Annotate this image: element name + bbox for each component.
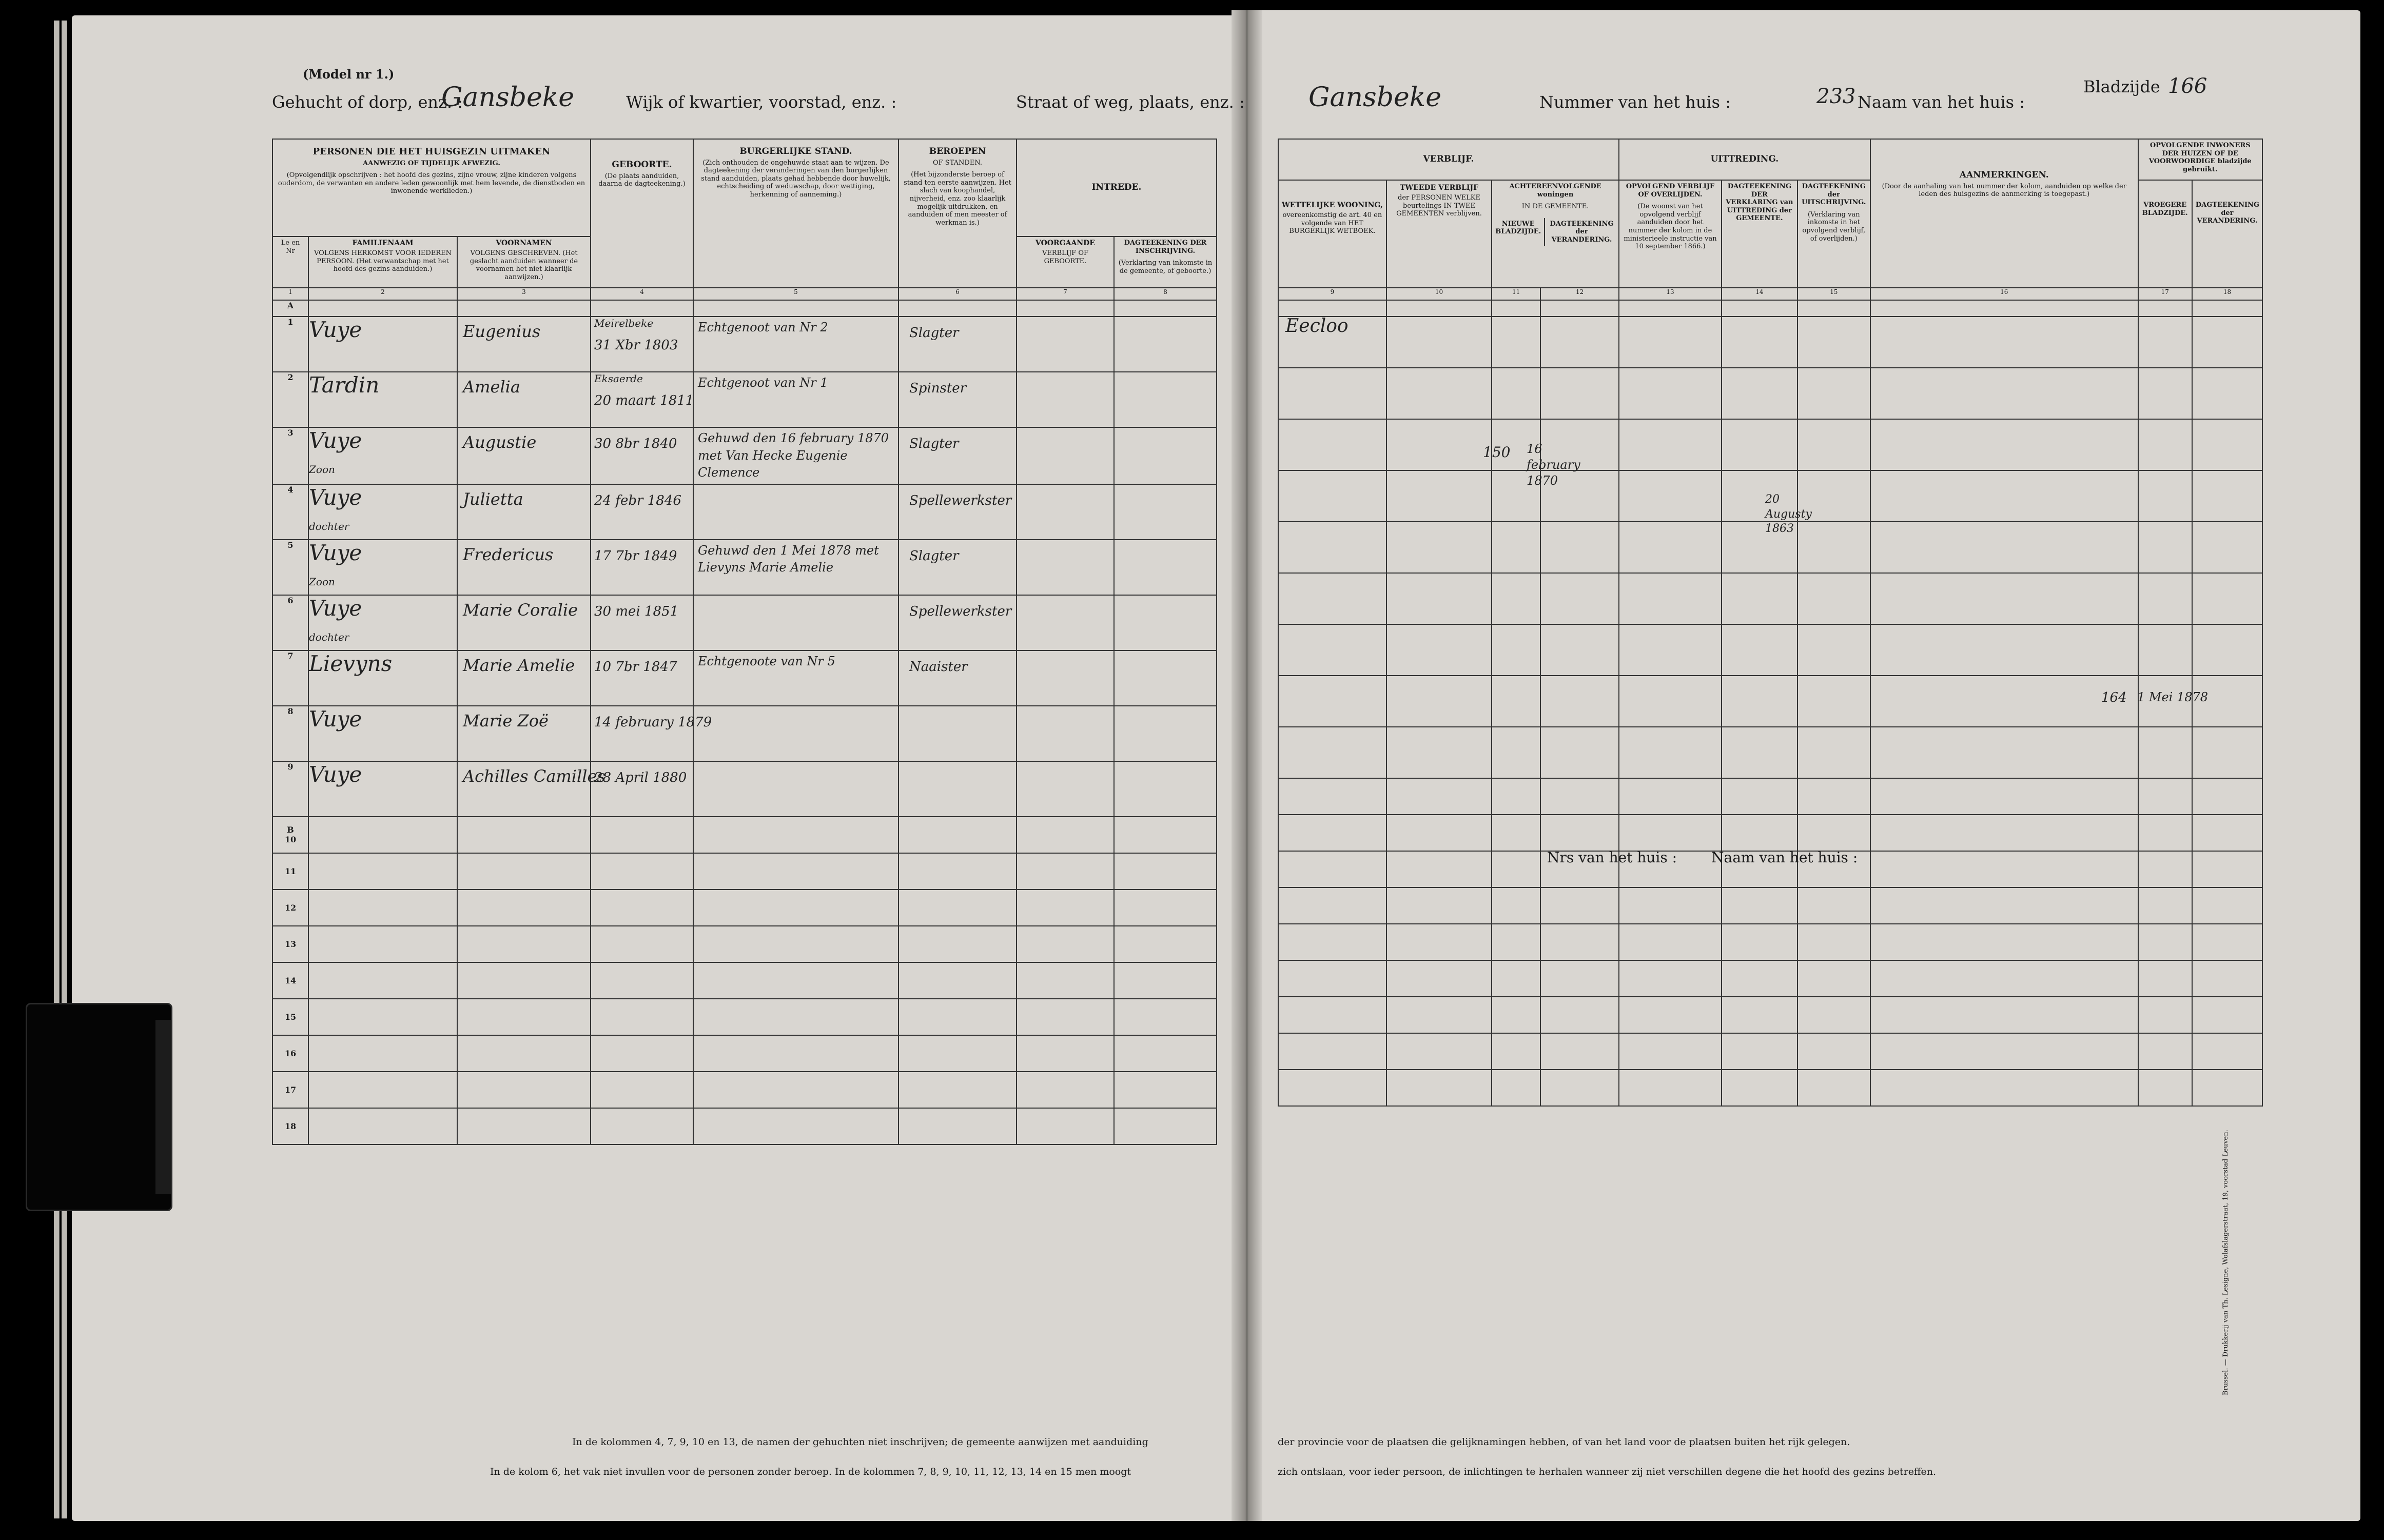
row-number: 7 <box>272 650 308 706</box>
given-name-cell <box>457 317 591 372</box>
col-dagt-uitschr: DAGTEEKENING der UITSCHRIJVING. (Verklaring van inkomste in het opvolgend verblijf, of overlijden.) <box>1797 180 1870 288</box>
table-row <box>272 706 1217 761</box>
family-name-cell <box>308 650 457 706</box>
row7-dagt: 1 Mei 1878 <box>2137 690 2209 704</box>
family-name: Vuye <box>309 595 362 621</box>
row3-dagt: 16 february 1870 <box>1527 442 1580 488</box>
wijk-label: Wijk of kwartier, voorstad, enz. : <box>626 92 897 112</box>
occupation-cell <box>898 706 1017 761</box>
row-number: 1 <box>272 317 308 372</box>
occupation: Slagter <box>909 436 959 451</box>
birth-date: 10 7br 1847 <box>594 659 677 675</box>
bladzijde-label: Bladzijde <box>2083 77 2160 96</box>
given-name-cell <box>457 484 591 540</box>
civil-status: Gehuwd den 1 Mei 1878 met Lievyns Marie Amelie <box>698 543 879 575</box>
table-row <box>272 372 1217 427</box>
table-row <box>272 926 1217 962</box>
birth-cell <box>591 372 693 427</box>
given-name: Fredericus <box>463 544 554 564</box>
gehucht-label: Gehucht of dorp, enz. : <box>272 92 463 112</box>
occupation: Slagter <box>909 325 959 341</box>
family-name: Vuye <box>309 428 362 453</box>
table-row <box>272 1072 1217 1108</box>
col-aanmerkingen: AANMERKINGEN. (Door de aanhaling van het nummer der kolom, aanduiden op welke der leden des huisgezins de aanmerking is toegepast.) <box>1870 139 2138 288</box>
given-name: Augustie <box>463 432 537 452</box>
dagteekening-cell <box>1114 706 1217 761</box>
given-name-cell <box>457 706 591 761</box>
occupation: Spinster <box>909 381 967 396</box>
family-name: Tardin <box>309 372 380 398</box>
book-gutter <box>1232 10 1262 1521</box>
table-row <box>272 761 1217 817</box>
birth-date: 17 7br 1849 <box>594 548 677 564</box>
occupation: Slagter <box>909 548 959 564</box>
dagteekening-cell <box>1114 427 1217 484</box>
birth-cell <box>591 706 712 761</box>
given-name-cell <box>457 540 591 595</box>
group-opvolgende: OPVOLGENDE INWONERS DER HUIZEN OF DE VOORWOORDIGE bladzijde gebruikt. <box>2138 139 2262 180</box>
table-row <box>1278 887 2262 924</box>
occupation-cell <box>898 540 1017 595</box>
birth-place: Meirelbeke <box>594 317 654 329</box>
table-row <box>1278 317 2262 368</box>
table-row <box>1278 1070 2262 1106</box>
col-dagt-verklaring: DAGTEEKENING DER VERKLARING van UITTREDING der GEMEENTE. <box>1722 180 1797 288</box>
row4-uitschr: 20 Augusty 1863 <box>1765 493 1812 536</box>
col-ln: Le en Nr <box>272 236 308 288</box>
given-name-cell <box>457 427 591 484</box>
row-number: B 10 <box>272 817 308 853</box>
row-number: 11 <box>272 853 308 890</box>
footer-right-line1: der provincie voor de plaatsen die gelijknamingen hebben, of van het land voor de plaatsen buiten het rijk gelegen. <box>1278 1436 1850 1448</box>
row-number: 8 <box>272 706 308 761</box>
table-row <box>1278 924 2262 960</box>
given-name: Eugenius <box>463 322 541 341</box>
row-number: 16 <box>272 1035 308 1072</box>
civil-cell <box>693 595 898 650</box>
occupation-cell <box>898 317 1017 372</box>
col-wettelijke: WETTELIJKE WOONING, overeenkomstig de art. 40 en volgende van HET BURGERLIJK WETBOEK. <box>1278 180 1386 288</box>
table-row <box>272 1108 1217 1144</box>
voorgaande-cell <box>1017 372 1114 427</box>
printer-note: Brussel. — Drukkerij van Th. Lesigne, Wolafslagerstraat, 19, voorstad Leuven. <box>2222 1130 2230 1395</box>
family-name: Vuye <box>309 761 362 787</box>
col-dagteekening-inschrijving: DAGTEEKENING DER INSCHRIJVING. (Verklaring van inkomste in de gemeente, of geboorte.) <box>1114 236 1217 288</box>
relation: dochter <box>309 630 349 643</box>
table-row <box>1278 815 2262 851</box>
naam-label: Naam van het huis : <box>1858 92 2025 112</box>
row-number: 5 <box>272 540 308 595</box>
civil-cell <box>693 540 898 595</box>
table-row <box>1278 960 2262 997</box>
row-number: 2 <box>272 372 308 427</box>
occupation: Spellewerkster <box>909 603 1012 619</box>
table-row <box>272 1035 1217 1072</box>
civil-cell <box>693 427 898 484</box>
row1-wettelijke: Eecloo <box>1285 315 1349 337</box>
col-dagt-verandering: DAGTEEKENING der VERANDERING. <box>1550 220 1614 244</box>
mid-nr-label: Nrs van het huis : <box>1547 849 1677 866</box>
table-row <box>1278 1033 2262 1070</box>
table-row <box>272 962 1217 999</box>
footer-left-line2: In de kolom 6, het vak niet invullen voor de personen zonder beroep. In de kolommen 7, 8, 9, 10, 11, 12, 13, 14 en 15 men moogt <box>490 1466 1131 1477</box>
family-name: Vuye <box>309 540 362 565</box>
voorgaande-cell <box>1017 761 1114 817</box>
birth-date: 20 maart 1811 <box>594 393 694 408</box>
col-familienaam: FAMILIENAAM VOLGENS HERKOMST VOOR IEDEREN PERSOON. (Het verwantschap met het hoofd des gezins aanduiden.) <box>308 236 457 288</box>
nummer-label: Nummer van het huis : <box>1539 92 1731 112</box>
family-name-cell <box>308 706 457 761</box>
birth-cell <box>591 427 693 484</box>
birth-date: 14 february 1879 <box>594 714 712 730</box>
col-burgerlijke: BURGERLIJKE STAND. (Zich onthouden de ongehuwde staat aan te wijzen. De dagteekening der veranderingen van den burgerlijken stand aanduiden, plaats gehad hebbende door huwelijk, echtscheiding of weduwschap, door wettiging, herkenning of aanneming.) <box>693 139 898 288</box>
civil-status: Gehuwd den 16 february 1870 met Van Hecke Eugenie Clemence <box>698 431 889 480</box>
dagteekening-cell <box>1114 595 1217 650</box>
family-name: Vuye <box>309 706 362 732</box>
voorgaande-cell <box>1017 650 1114 706</box>
given-name-cell <box>457 595 591 650</box>
voorgaande-cell <box>1017 427 1114 484</box>
birth-cell <box>591 540 693 595</box>
occupation-cell <box>898 372 1017 427</box>
section-a-label: A <box>272 300 308 317</box>
birth-date: 28 April 1880 <box>594 769 687 785</box>
table-row <box>272 484 1217 540</box>
civil-status: Echtgenoote van Nr 5 <box>698 654 835 668</box>
row3-nieuwe: 150 <box>1483 444 1511 461</box>
page-edge <box>54 21 60 1518</box>
family-name-cell <box>308 595 457 650</box>
given-name: Julietta <box>463 489 523 509</box>
gehucht-value: Gansbeke <box>441 82 575 113</box>
civil-status: Echtgenoot van Nr 2 <box>698 320 828 334</box>
row-number: 18 <box>272 1108 308 1144</box>
given-name-cell <box>457 650 591 706</box>
section-b-label: B <box>287 825 294 835</box>
bladzijde-value: 166 <box>2168 74 2207 98</box>
row-number: 6 <box>272 595 308 650</box>
nummer-value: 233 <box>1816 85 1856 108</box>
given-name-cell <box>457 761 605 817</box>
voorgaande-cell <box>1017 595 1114 650</box>
occupation-cell <box>898 484 1017 540</box>
col-achtereen: ACHTEREENVOLGENDE woningen IN DE GEMEENTE. NIEUWE BLADZIJDE. DAGTEEKENING der VERANDERING. <box>1492 180 1619 288</box>
civil-cell <box>693 650 898 706</box>
civil-status: Echtgenoot van Nr 1 <box>698 376 828 390</box>
occupation: Spellewerkster <box>909 492 1012 508</box>
footer-left-line1: In de kolommen 4, 7, 9, 10 en 13, de namen der gehuchten niet inschrijven; de gemeente aanwijzen met aanduiding <box>572 1436 1148 1448</box>
relation: Zoon <box>309 575 335 588</box>
family-name-cell <box>308 372 457 427</box>
col-beroepen: BEROEPEN OF STANDEN. (Het bijzonderste beroep of stand ten eerste aanwijzen. Het slach van koophandel, nijverheid, enz. zoo klaarlijk mogelijk uitdrukken, en aanduiden of men meester of werkman is.) <box>898 139 1017 288</box>
table-row <box>1278 997 2262 1033</box>
straat-label: Straat of weg, plaats, enz. : <box>1016 92 1245 112</box>
table-row <box>272 427 1217 484</box>
col-tweede: TWEEDE VERBLIJF der PERSONEN WELKE beurtelings IN TWEE GEMEENTEN verblijven. <box>1386 180 1492 288</box>
birth-cell <box>591 484 693 540</box>
given-name: Amelia <box>463 377 520 397</box>
col-geboorte: GEBOORTE. (De plaats aanduiden, daarna de dagteekening.) <box>591 139 693 288</box>
row-number: 3 <box>272 427 308 484</box>
dagteekening-cell <box>1114 317 1217 372</box>
footer-right-line2: zich ontslaan, voor ieder persoon, de inlichtingen te herhalen wanneer zij niet verschillen degene die het hoofd des gezins betreffen. <box>1278 1466 1937 1477</box>
group-uittreding: UITTREDING. <box>1619 139 1870 180</box>
given-name-cell <box>457 372 591 427</box>
table-row <box>1278 573 2262 624</box>
civil-cell <box>693 706 898 761</box>
table-row <box>272 853 1217 890</box>
dagteekening-cell <box>1114 650 1217 706</box>
voorgaande-cell <box>1017 317 1114 372</box>
row-number: 13 <box>272 926 308 962</box>
table-row <box>1278 727 2262 778</box>
birth-cell <box>591 595 693 650</box>
occupation-cell <box>898 595 1017 650</box>
col-voorgaande: VOORGAANDE VERBLIJF OF GEBOORTE. <box>1017 236 1114 288</box>
left-register-table <box>272 139 1217 1145</box>
birth-date: 30 mei 1851 <box>594 603 679 619</box>
group-personen: PERSONEN DIE HET HUISGEZIN UITMAKEN AANWEZIG OF TIJDELIJK AFWEZIG. (Opvolgendlijk opschrijven : het hoofd des gezins, zijne vrouw, zijne kinderen volgens ouderdom, de verwanten en andere leden gewoonlijk met hem levende, de dienstboden en inwonende werklieden.) <box>272 139 591 236</box>
table-row <box>272 540 1217 595</box>
birth-cell <box>591 317 693 372</box>
family-name-cell <box>308 484 457 540</box>
relation: Zoon <box>309 463 335 476</box>
row-number: 12 <box>272 890 308 926</box>
table-row <box>272 650 1217 706</box>
col-vroegere: VROEGERE BLADZIJDE. <box>2138 180 2192 288</box>
birth-date: 30 8br 1840 <box>594 436 677 451</box>
table-row <box>1278 778 2262 815</box>
occupation: Naaister <box>909 659 968 675</box>
family-name-cell <box>308 317 457 372</box>
given-name: Marie Zoë <box>463 710 549 730</box>
civil-cell <box>693 761 898 817</box>
right-register-table <box>1278 139 2263 1107</box>
table-row <box>1278 419 2262 470</box>
column-numbers: 9 10 11 12 13 14 15 16 17 18 <box>1278 288 2262 300</box>
birth-cell <box>591 650 693 706</box>
binding-clip <box>26 1003 172 1211</box>
civil-cell <box>693 317 898 372</box>
family-name-cell <box>308 761 457 817</box>
family-name-cell <box>308 427 457 484</box>
table-row <box>272 317 1217 372</box>
col-nieuwe: NIEUWE BLADZIJDE. <box>1495 220 1541 236</box>
family-name: Lievyns <box>309 650 393 676</box>
group-intrede: INTREDE. <box>1017 139 1217 236</box>
family-name: Vuye <box>309 317 362 342</box>
col-dagt-opv: DAGTEEKENING der VERANDERING. <box>2192 180 2262 288</box>
voorgaande-cell <box>1017 484 1114 540</box>
occupation-cell <box>898 761 1017 817</box>
civil-cell <box>693 484 898 540</box>
dagteekening-cell <box>1114 484 1217 540</box>
voorgaande-cell <box>1017 706 1114 761</box>
group-verblijf: VERBLIJF. <box>1278 139 1619 180</box>
civil-cell <box>693 372 898 427</box>
page-edge <box>62 21 67 1518</box>
col-opvolgend: OPVOLGEND VERBLIJF OF OVERLIJDEN. (De woonst van het opvolgend verblijf aanduiden door het nummer der kolom in de ministerieele instructie van 10 september 1866.) <box>1619 180 1722 288</box>
family-name: Vuye <box>309 484 362 510</box>
voorgaande-cell <box>1017 540 1114 595</box>
table-row <box>272 999 1217 1035</box>
model-number: (Model nr 1.) <box>303 67 395 82</box>
row7-vroegere: 164 <box>2101 690 2127 705</box>
row-number: 4 <box>272 484 308 540</box>
row-number: 15 <box>272 999 308 1035</box>
column-numbers: 1 2 3 4 5 6 7 8 <box>272 288 1217 300</box>
family-name-cell <box>308 540 457 595</box>
row-number: 17 <box>272 1072 308 1108</box>
dagteekening-cell <box>1114 372 1217 427</box>
birth-date: 24 febr 1846 <box>594 492 681 508</box>
occupation-cell <box>898 650 1017 706</box>
birth-date: 31 Xbr 1803 <box>594 338 678 353</box>
table-row <box>272 595 1217 650</box>
mid-naam-label: Naam van het huis : <box>1711 849 1858 866</box>
relation: dochter <box>309 520 349 532</box>
occupation-cell <box>898 427 1017 484</box>
place-value: Gansbeke <box>1308 82 1442 113</box>
given-name: Marie Amelie <box>463 655 575 675</box>
given-name: Marie Coralie <box>463 600 578 620</box>
row-number: 9 <box>272 761 308 817</box>
table-row <box>1278 624 2262 676</box>
dagteekening-cell <box>1114 540 1217 595</box>
table-row <box>1278 368 2262 419</box>
given-name: Achilles Camilles <box>463 766 605 786</box>
birth-place: Eksaerde <box>594 372 643 385</box>
row-number: 14 <box>272 962 308 999</box>
table-row <box>272 817 1217 853</box>
table-row <box>272 890 1217 926</box>
col-voornamen: VOORNAMEN VOLGENS GESCHREVEN. (Het geslacht aanduiden wanneer de voornamen het niet klaarlijk aanwijzen.) <box>457 236 591 288</box>
birth-cell <box>591 761 693 817</box>
dagteekening-cell <box>1114 761 1217 817</box>
